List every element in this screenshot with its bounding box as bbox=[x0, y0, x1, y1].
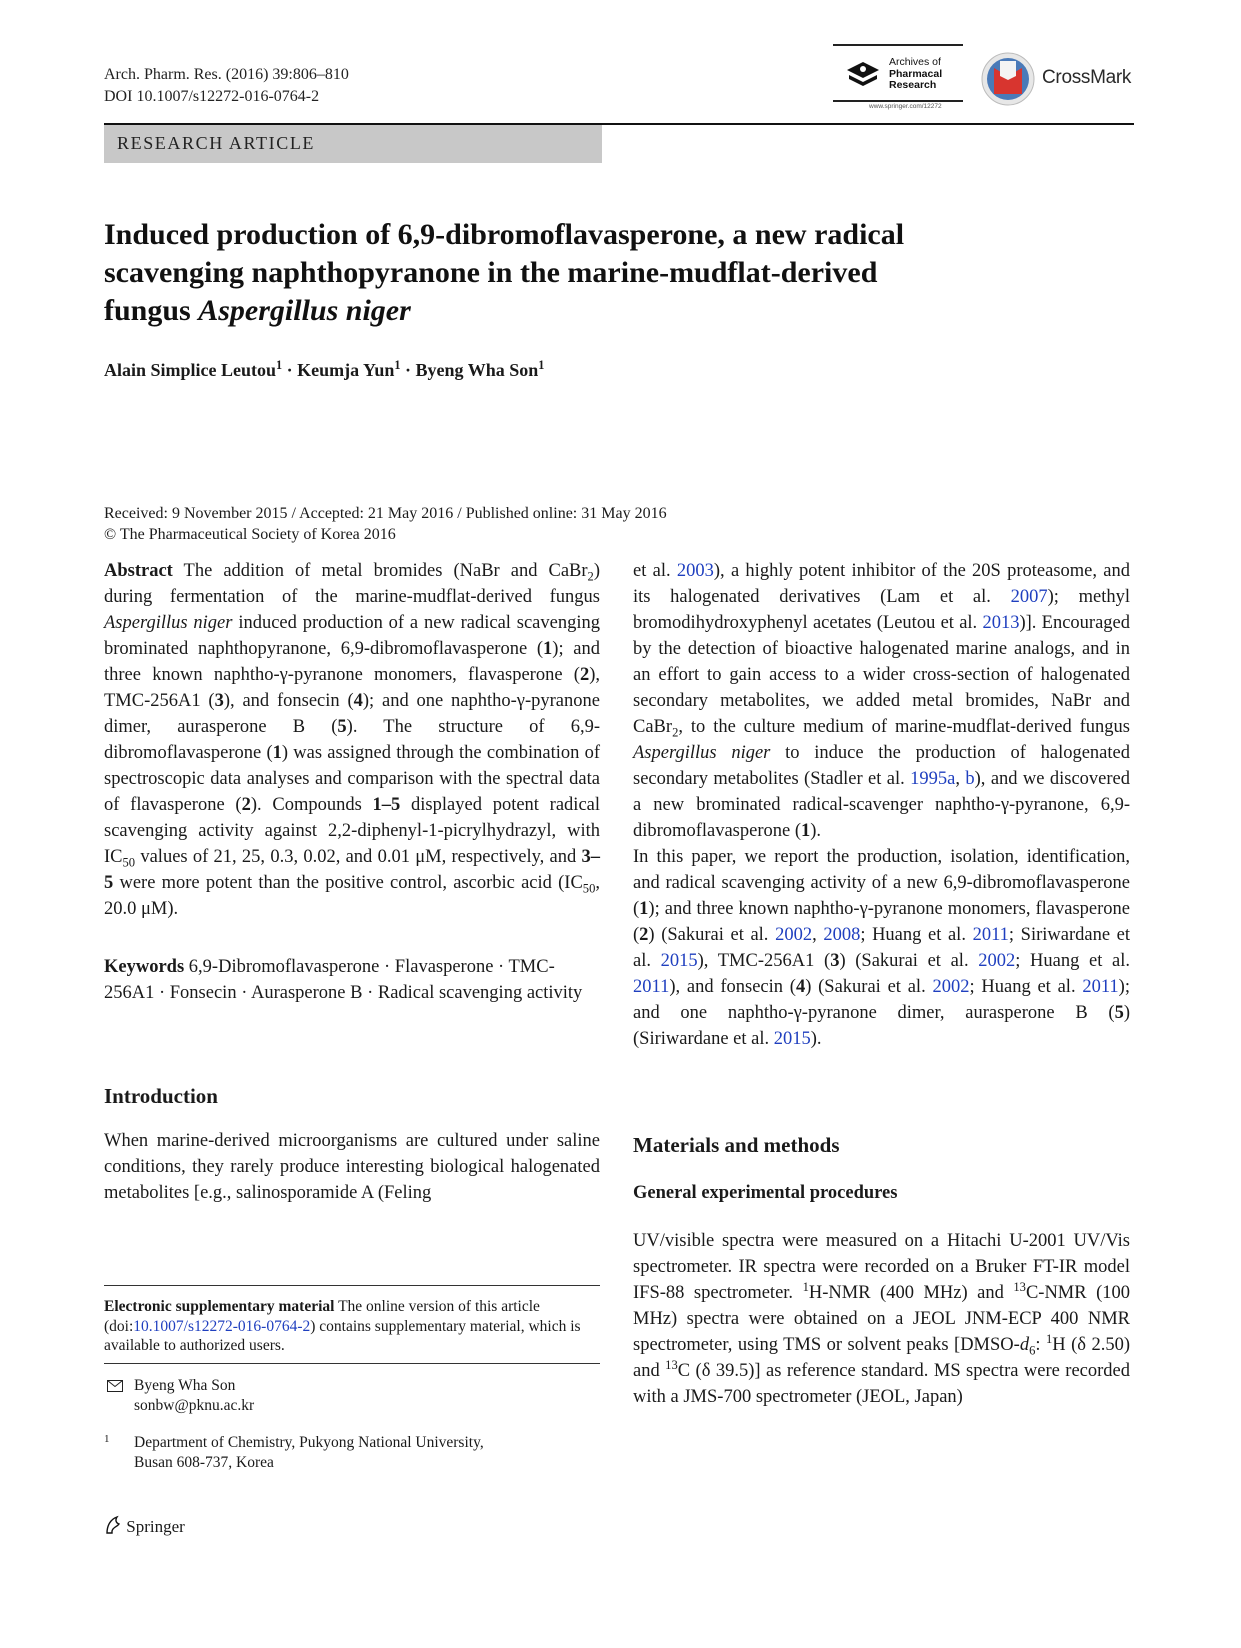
author-name: Keumja Yun bbox=[297, 360, 395, 380]
crossmark-badge[interactable]: CrossMark bbox=[980, 50, 1140, 108]
supplementary-note: Electronic supplementary material The online version of this article (doi:10.1007/s12272-016-0764-2) contains supplementary material, which is available to authorized users. bbox=[104, 1298, 581, 1354]
corresponding-email[interactable]: sonbw@pknu.ac.kr bbox=[134, 1397, 255, 1414]
author-list: Alain Simplice Leutou$^1$ · Keumja Yun$^1$ · Byeng Wha Son$^1$ bbox=[104, 358, 545, 380]
methods-text: UV/visible spectra were measured on a Hitachi U-2001 UV/Vis spectrometer. IR spectra were recorded on a Bruker FT-IR model IFS-88 spectrometer. $^1$H-NMR (400 MHz) and $^{13}$C-NMR (100 MHz) spectra were obtained on a JEOL JNM-ECP 400 NMR spectrometer, using TMS or solvent peaks [$DMSO-d_6$: $^1$H (δ 2.50) and $^{13}$C (δ 39.5)] as reference standard. MS spectra were recorded with a JMS-700 spectrometer (JEOL, Japan) bbox=[633, 1231, 1131, 1407]
footnote-rule bbox=[104, 1285, 600, 1286]
article-title: Induced production of 6,9-dibromoflavasperone, a new radical scavenging naphthopyranone in the marine-mudflat-derived fungus Aspergillus niger bbox=[104, 218, 905, 327]
abstract: Abstract The addition of metal bromides (NaBr and CaBr$_2$) during fermentation of the marine-mudflat-derived fungus Aspergillus niger induced production of a new radical scavenging brominated naphthopyranone, 6,9-dibromoflavasperone (1); and three known naphtho-γ-pyranone monomers, flavasperone (2), TMC-256A1 (3), and fonsecin (4); and one naphtho-γ-pyranone dimer, aurasperone B (5). The structure of 6,9-dibromoflavasperone (1) was assigned through the combination of spectroscopic data analyses and comparison with the spectral data of flavasperone (2). Compounds 1–5 displayed potent radical scavenging activity against 2,2-diphenyl-1-picrylhydrazyl, with $IC_{50}$ values of 21, 25, 0.3, 0.02, and 0.01 μM, respectively, and 3–5 were more potent than the positive control, ascorbic acid ($IC_{50}$, 20.0 μM). bbox=[104, 561, 601, 919]
footnote-rule bbox=[104, 1363, 600, 1364]
publisher-footer: Springer bbox=[104, 1515, 185, 1537]
introduction-heading: Introduction bbox=[104, 1084, 218, 1108]
journal-url: www.springer.com/12272 bbox=[869, 103, 942, 110]
corresponding-author: Byeng Wha Son sonbw@pknu.ac.kr bbox=[104, 1376, 254, 1416]
materials-methods-heading: Materials and methods bbox=[633, 1133, 840, 1157]
author-name: Byeng Wha Son bbox=[415, 360, 539, 380]
crossmark-icon bbox=[980, 50, 1036, 108]
introduction-text: When marine-derived microorganisms are cultured under saline conditions, they rarely produce interesting biological halogenated metabolites [e.g., salinosporamide A (Feling bbox=[104, 1131, 600, 1203]
journal-logo-text: Archives of Pharmacal Research bbox=[889, 56, 943, 91]
article-doi: DOI 10.1007/s12272-016-0764-2 bbox=[104, 88, 320, 105]
article-type-banner: RESEARCH ARTICLE bbox=[104, 125, 602, 163]
keywords: Keywords 6,9-Dibromoflavasperone · Flavasperone · TMC-256A1 · Fonsecin · Aurasperone B · Radical scavenging activity bbox=[104, 957, 583, 1003]
affiliation: 1 Department of Chemistry, Pukyong National University, Busan 608-737, Korea bbox=[104, 1433, 484, 1471]
springer-horse-icon bbox=[104, 1515, 122, 1535]
author-name: Alain Simplice Leutou bbox=[104, 360, 277, 380]
publication-dates: Received: 9 November 2015 / Accepted: 21 May 2016 / Published online: 31 May 2016 © The Pharmaceutical Society of Korea 2016 bbox=[104, 505, 667, 543]
book-icon bbox=[843, 58, 883, 88]
introduction-text-continued: et al. 2003), a highly potent inhibitor of the 20S proteasome, and its halogenated derivatives (Lam et al. 2007); methyl bromodihydroxyphenyl acetates (Leutou et al. 2013)]. Encouraged by the detection of bioactive halogenated marine analogs, and in an effort to gain access to a wider cross-section of halogenated secondary metabolites, we added metal bromides, NaBr and CaBr$_2$, to the culture medium of marine-mudflat-derived fungus Aspergillus niger to induce the production of halogenated secondary metabolites (Stadler et al. 1995a, b), and we discovered a new brominated radical-scavenger naphtho-γ-pyranone, 6,9-dibromoflavasperone (1). In this paper, we report the production, isolation, identification, and radical scavenging activity of a new 6,9-dibromoflavasperone (1); and three known naphtho-γ-pyranone monomers, flavasperone (2) (Sakurai et al. 2002, 2008; Huang et al. 2011; Siriwardane et al. 2015), TMC-256A1 (3) (Sakurai et al. 2002; Huang et al. 2011), and fonsecin (4) (Sakurai et al. 2002; Huang et al. 2011); and one naphtho-γ-pyranone dimer, aurasperone B (5) (Siriwardane et al. 2015). bbox=[633, 561, 1131, 1049]
envelope-icon bbox=[107, 1380, 123, 1392]
supplementary-doi-link[interactable]: 10.1007/s12272-016-0764-2 bbox=[133, 1317, 311, 1335]
journal-logo bbox=[833, 44, 963, 114]
journal-citation: Arch. Pharm. Res. (2016) 39:806–810 bbox=[104, 66, 349, 83]
general-procedures-heading: General experimental procedures bbox=[633, 1183, 898, 1203]
